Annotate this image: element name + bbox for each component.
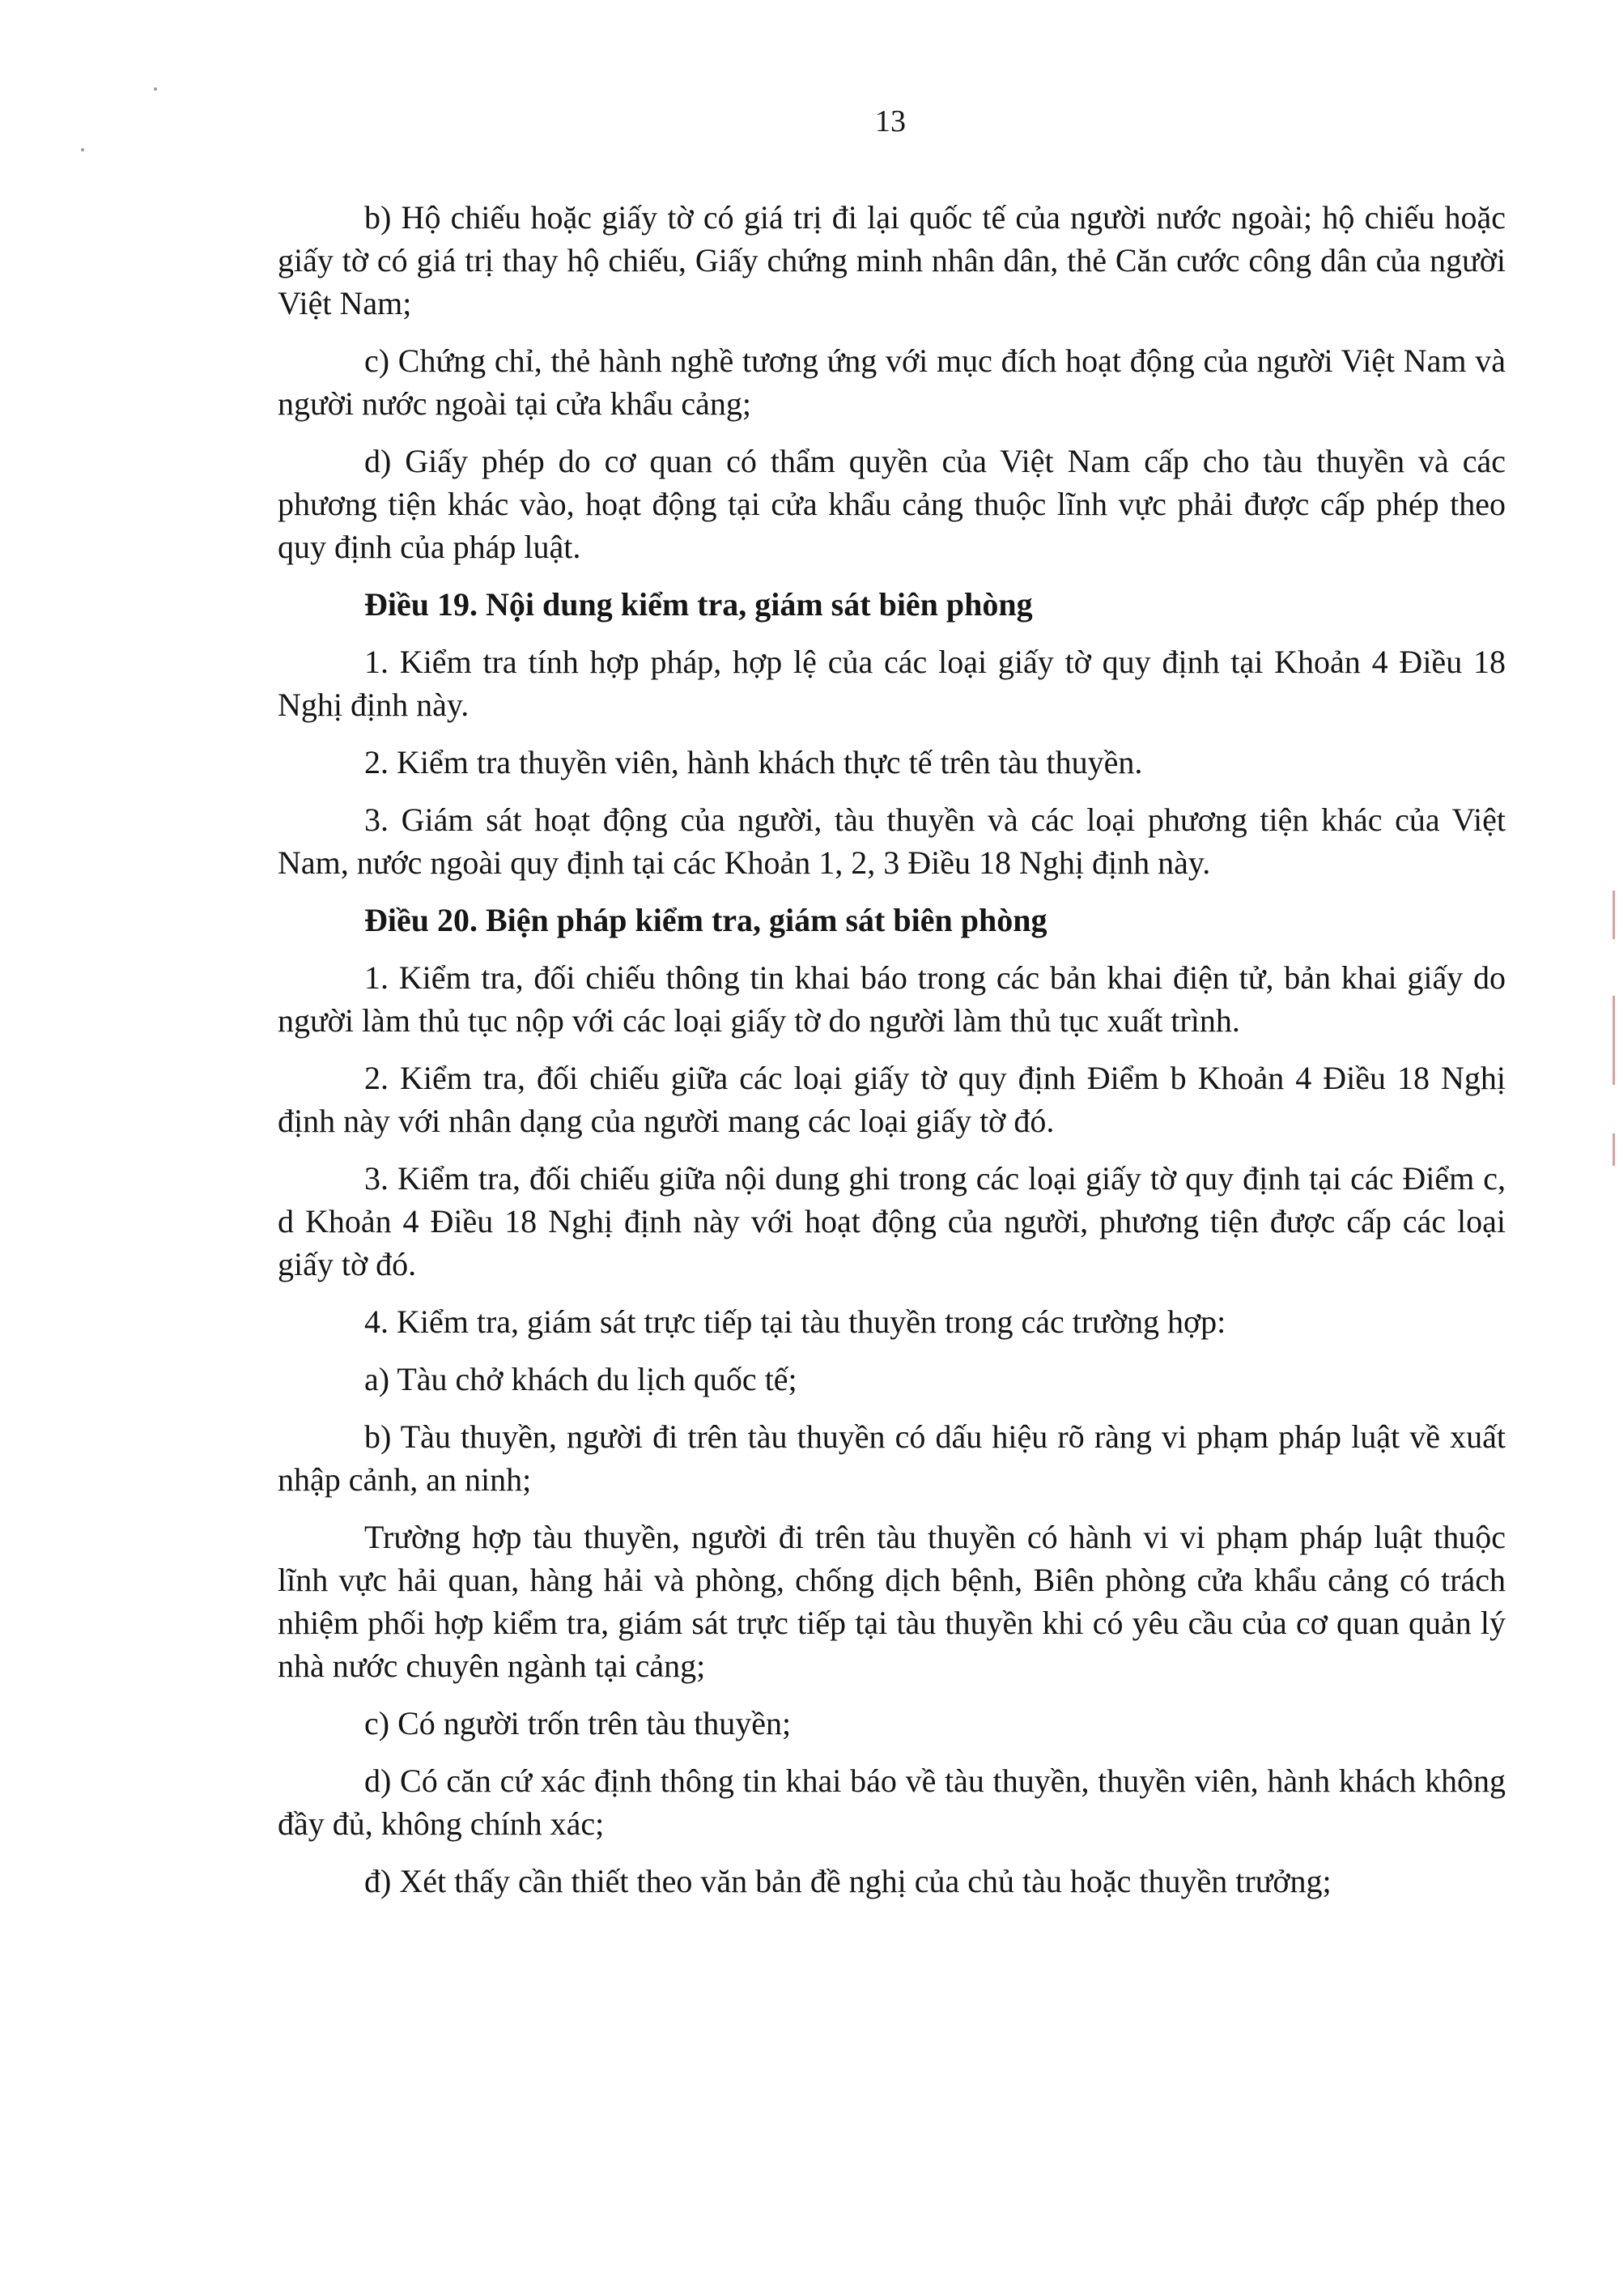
paragraph: đ) Xét thấy cần thiết theo văn bản đề nghị của chủ tàu hoặc thuyền trưởng; (364, 1863, 1332, 1899)
paragraph: 2. Kiểm tra, đối chiếu giữa các loại giấy tờ quy định Điểm b Khoản 4 Điều 18 Nghị định này với nhân dạng của người mang các loại giấy tờ đó. (278, 1060, 1506, 1139)
document-body (278, 196, 1506, 1917)
article-heading: Điều 19. Nội dung kiểm tra, giám sát biên phòng (364, 586, 1033, 623)
paragraph: 3. Giám sát hoạt động của người, tàu thuyền và các loại phương tiện khác của Việt Nam, nước ngoài quy định tại các Khoản 1, 2, 3 Điều 18 Nghị định này. (278, 801, 1506, 881)
paragraph: 4. Kiểm tra, giám sát trực tiếp tại tàu thuyền trong các trường hợp: (364, 1303, 1226, 1340)
paragraph: b) Hộ chiếu hoặc giấy tờ có giá trị đi lại quốc tế của người nước ngoài; hộ chiếu hoặc giấy tờ có giá trị thay hộ chiếu, Giấy chứng minh nhân dân, thẻ Căn cước công dân của người Việt Nam; (278, 199, 1506, 321)
paragraph: 3. Kiểm tra, đối chiếu giữa nội dung ghi trong các loại giấy tờ quy định tại các Điểm c, d Khoản 4 Điều 18 Nghị định này với hoạt động của người, phương tiện được cấp các loại giấy tờ đó. (278, 1160, 1506, 1282)
scan-speck (81, 148, 84, 151)
paragraph: b) Tàu thuyền, người đi trên tàu thuyền có dấu hiệu rõ ràng vi phạm pháp luật về xuất nhập cảnh, an ninh; (278, 1418, 1506, 1498)
page-number: 13 (875, 104, 906, 138)
paragraph: c) Chứng chỉ, thẻ hành nghề tương ứng với mục đích hoạt động của người Việt Nam và người nước ngoài tại cửa khẩu cảng; (278, 342, 1506, 422)
scan-edge-mark (1613, 891, 1615, 939)
paragraph: d) Giấy phép do cơ quan có thẩm quyền của Việt Nam cấp cho tàu thuyền và các phương tiện khác vào, hoạt động tại cửa khẩu cảng thuộc lĩnh vực phải được cấp phép theo quy định của pháp luật. (278, 443, 1506, 565)
scan-edge-mark (1613, 1133, 1615, 1166)
article-heading: Điều 20. Biện pháp kiểm tra, giám sát biên phòng (364, 902, 1047, 938)
paragraph: 1. Kiểm tra tính hợp pháp, hợp lệ của các loại giấy tờ quy định tại Khoản 4 Điều 18 Nghị định này. (278, 644, 1506, 723)
paragraph: 2. Kiểm tra thuyền viên, hành khách thực tế trên tàu thuyền. (364, 744, 1143, 780)
paragraph: Trường hợp tàu thuyền, người đi trên tàu thuyền có hành vi vi phạm pháp luật thuộc lĩnh vực hải quan, hàng hải và phòng, chống dịch bệnh, Biên phòng cửa khẩu cảng có trách nhiệm phối hợp kiểm tra, giám sát trực tiếp tại tàu thuyền khi có yêu cầu của cơ quan quản lý nhà nước chuyên ngành tại cảng; (278, 1519, 1506, 1684)
scan-edge-mark (1613, 996, 1615, 1085)
scan-speck (154, 87, 157, 91)
paragraph: 1. Kiểm tra, đối chiếu thông tin khai báo trong các bản khai điện tử, bản khai giấy do người làm thủ tục nộp với các loại giấy tờ do người làm thủ tục xuất trình. (278, 959, 1506, 1039)
paragraph: c) Có người trốn trên tàu thuyền; (364, 1705, 792, 1741)
paragraph: d) Có căn cứ xác định thông tin khai báo về tàu thuyền, thuyền viên, hành khách không đầy đủ, không chính xác; (278, 1762, 1506, 1842)
paragraph: a) Tàu chở khách du lịch quốc tế; (364, 1361, 797, 1397)
